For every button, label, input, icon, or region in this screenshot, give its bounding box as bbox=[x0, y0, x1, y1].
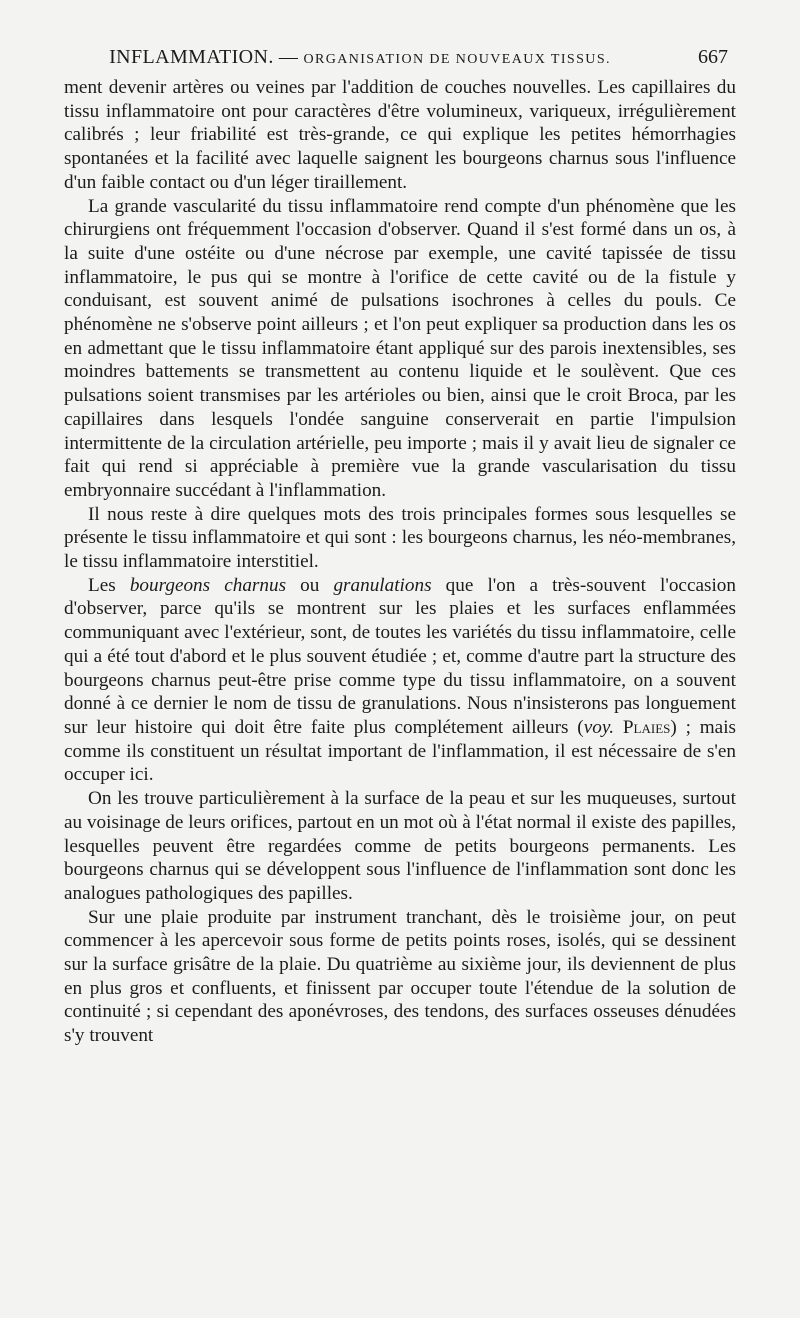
page-number: 667 bbox=[698, 46, 728, 68]
paragraph-5-text: On les trouve particulièrement à la surface de la peau et sur les muqueuses, surtout au voisinage de leurs orifices, partout en un mot où à l'état normal il existe des papilles, lesquelles peuvent être regardées comme de petits bourgeons permanents. Les bourgeons charnus qui se développent sous l'influence de l'inflammation sont donc les analogues pathologiques des papilles. bbox=[64, 788, 736, 904]
paragraph-6-text: Sur une plaie produite par instrument tranchant, dès le troisième jour, on peut commencer à les apercevoir sous forme de petits points roses, isolés, qui se dessinent sur la surface grisâtre de la plaie. Du quatrième au sixième jour, ils deviennent de plus en plus gros et confluents, et finissent par occuper toute l'étendue de la solution de continuité ; si cependant des aponévroses, des tendons, des surfaces osseuses dénudées s'y trouvent bbox=[64, 906, 736, 1047]
paragraph-1-text: ment devenir artères ou veines par l'addition de couches nouvelles. Les capillaires du tissu inflammatoire ont pour caractères d'être volumineux, variqueux, irrégulièrement calibrés ; leur friabilité est très-grande, ce qui explique les petites hémorrhagies spontanées et la facilité avec laquelle saignent les bourgeons charnus sous l'influence d'un faible contact ou d'un léger tiraillement. bbox=[64, 77, 736, 193]
paragraph-2 bbox=[64, 195, 736, 503]
paragraph-3-text: Il nous reste à dire quelques mots des trois principales formes sous lesquelles se présente le tissu inflammatoire et qui sont : les bourgeons charnus, les néo-membranes, le tissu inflammatoire interstitiel. bbox=[64, 503, 736, 573]
reference-plaies: Plaies bbox=[622, 716, 671, 738]
paragraph-2-text: La grande vascularité du tissu inflammatoire rend compte d'un phénomène que les chirurgiens ont fréquemment l'occasion d'observer. Quand il s'est formé dans un os, à la suite d'une ostéite ou d'une nécrose par exemple, une cavité tapissée de tissu inflammatoire, le pus qui se montre à l'orifice de cette cavité ou de la fistule y conduisant, est souvent animé de pulsations isochrones à celles du pouls. Ce phénomène ne s'observe point ailleurs ; et l'on peut expliquer sa production dans les os en admettant que le tissu inflammatoire étant appliqué sur des parois inextensibles, ses moindres battements se transmettent au contenu liquide et le soulèvent. Que ces pulsations soient transmises par les artérioles ou bien, ainsi que le croit Broca, par les capillaires dans lesquels l'ondée sanguine conserverait en partie l'impulsion intermittente de la circulation artérielle, peu importe ; mais il y avait lieu de signaler ce fait qui rend si appréciable à première vue la grande vascularisation du tissu embryonnaire succédant à l'inflammation. bbox=[64, 195, 736, 501]
header-subtitle: ORGANISATION DE NOUVEAUX TISSUS. bbox=[303, 52, 611, 67]
paragraph-4 bbox=[64, 574, 736, 787]
term-granulations: granulations bbox=[333, 574, 432, 596]
paragraph-3 bbox=[64, 503, 736, 574]
body-text bbox=[64, 76, 736, 1048]
header-dash: — bbox=[278, 47, 299, 68]
paragraph-6 bbox=[64, 906, 736, 1048]
paragraph-4-text: que l'on a très-souvent l'occasion d'observer, parce qu'ils se montrent sur les plaies et les surfaces enflammées communiquant avec l'extérieur, sont, de toutes les variétés du tissu inflammatoire, celle qui a été tout d'abord et le plus souvent étudiée ; et, comme d'autre part la structure des bourgeons charnus peut-être prise comme type du tissu inflammatoire, on a souvent donné à ce dernier le nom de tissu de granulations. Nous n'insisterons pas longuement sur leur histoire qui doit être faite plus complétement ailleurs ( bbox=[64, 574, 736, 738]
term-bourgeons-charnus: bourgeons charnus bbox=[129, 574, 287, 596]
reference-voy: voy. bbox=[583, 716, 615, 738]
paragraph-4-text: Les bbox=[88, 574, 130, 596]
header-title: INFLAMMATION. bbox=[109, 46, 274, 68]
header-title-block bbox=[64, 40, 656, 77]
paragraph-1 bbox=[64, 76, 736, 195]
paragraph-4-text: ou bbox=[286, 574, 334, 596]
running-header bbox=[64, 40, 736, 74]
paragraph-4-text bbox=[614, 717, 623, 738]
paragraph-5 bbox=[64, 787, 736, 906]
paragraph-4-text: ) ; mais comme ils constituent un résultat important de l'inflammation, il est nécessaire de s'en occuper ici. bbox=[64, 716, 736, 786]
